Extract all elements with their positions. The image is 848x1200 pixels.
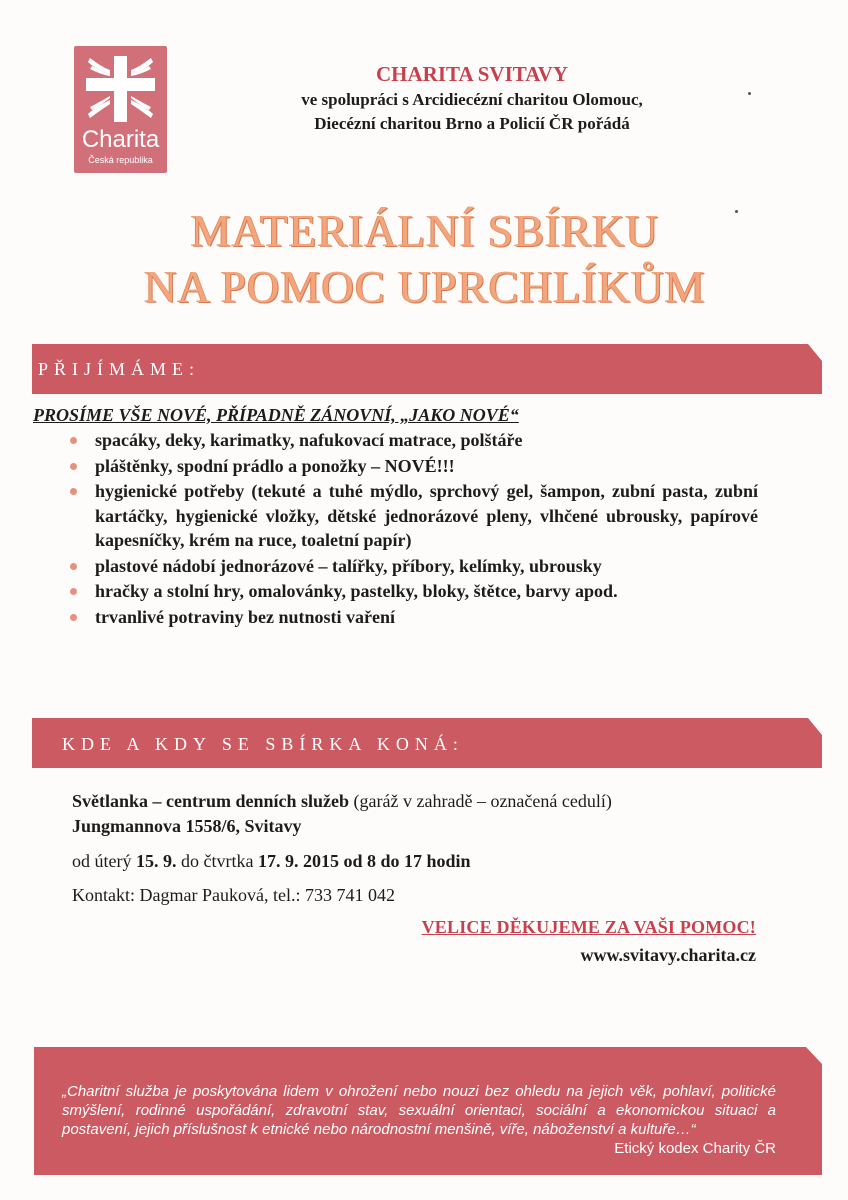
cooperation-line-2: Diecézní charitou Brno a Policií ČR pořádá (314, 114, 630, 133)
ethics-quote (62, 1082, 776, 1158)
bullet-icon (70, 614, 77, 621)
main-title-line-2: NA POMOC UPRCHLÍKŮM (144, 262, 706, 312)
logo-subtitle: Česká republika (88, 155, 153, 165)
bullet-icon (70, 588, 77, 595)
cooperation-line-1: ve spolupráci s Arcidiecézní charitou Olomouc, (301, 90, 643, 109)
venue-name: Světlanka – centrum denních služeb (72, 791, 350, 811)
accept-banner-label: PŘIJÍMÁME: (38, 359, 201, 379)
venue-note: (garáž v zahradě – označená cedulí) (353, 791, 612, 811)
list-item (70, 454, 758, 479)
list-item (70, 428, 758, 453)
logo-name: Charita (81, 126, 160, 153)
to-prefix: do čtvrtka (180, 851, 254, 871)
organizer-title: CHARITA SVITAVY (376, 62, 568, 86)
website-link[interactable]: www.svitavy.charita.cz (580, 945, 756, 965)
venue-address-line (72, 814, 772, 838)
list-item (70, 479, 758, 553)
thanks-text: VELICE DĚKUJEME ZA VAŠI POMOC! (421, 917, 756, 937)
ethics-quote-text: „Charitní služba je poskytována lidem v ohrožení nebo nouzi bez ohledu na jejich věk, pohlaví, politické smýšlení, rodinné uspořádání, zdravotní stav, sexuální orientaci, sociální a ekonomickou situaci a postavení, jejich příslušnost k etnické nebo národnostní menšině, víře, náboženství a kultuře…“ (62, 1083, 776, 1138)
bullet-icon (70, 488, 77, 495)
scan-speck (748, 92, 751, 95)
list-item-text: hygienické potřeby (tekuté a tuhé mýdlo, sprchový gel, šampon, zubní pasta, zubní kartáčky, hygienické vložky, dětské jednorázové pleny, vlhčené ubrousky, papírové kapesníčky, krém na ruce, toaletní papír) (95, 481, 758, 550)
from-prefix: od úterý (72, 851, 132, 871)
dates-line (72, 849, 772, 873)
list-item-text: spacáky, deky, karimatky, nafukovací matrace, polštáře (95, 430, 523, 450)
list-item (70, 605, 758, 630)
list-item-text: hračky a stolní hry, omalovánky, pastelky, bloky, štětce, barvy apod. (95, 581, 618, 601)
main-title-line-1: MATERIÁLNÍ SBÍRKU (190, 206, 660, 256)
charita-logo (74, 46, 167, 173)
bullet-icon (70, 463, 77, 470)
list-item-text: pláštěnky, spodní prádlo a ponožky – NOVÉ!!! (95, 455, 455, 476)
new-items-note: PROSÍME VŠE NOVÉ, PŘÍPADNĚ ZÁNOVNÍ, „JAKO NOVÉ“ (33, 405, 519, 425)
ethics-quote-source: Etický kodex Charity ČR (614, 1140, 776, 1157)
list-item (70, 579, 758, 604)
bullet-icon (70, 563, 77, 570)
accepted-items-list (70, 428, 758, 630)
list-item (70, 554, 758, 579)
list-item-text: plastové nádobí jednorázové – talířky, příbory, kelímky, ubrousky (95, 555, 602, 576)
charita-cross-flame-icon (84, 54, 157, 124)
to-date-time: 17. 9. 2015 od 8 do 17 hodin (257, 851, 471, 871)
where-when-banner-label: KDE A KDY SE SBÍRKA KONÁ: (62, 734, 464, 754)
list-item-text: trvanlivé potraviny bez nutnosti vaření (95, 606, 395, 627)
bullet-icon (70, 437, 77, 444)
venue-address: Jungmannova 1558/6, Svitavy (72, 816, 302, 836)
venue-line (72, 789, 772, 813)
from-date: 15. 9. (135, 851, 177, 871)
contact-line: Kontakt: Dagmar Pauková, tel.: 733 741 042 (72, 885, 395, 905)
